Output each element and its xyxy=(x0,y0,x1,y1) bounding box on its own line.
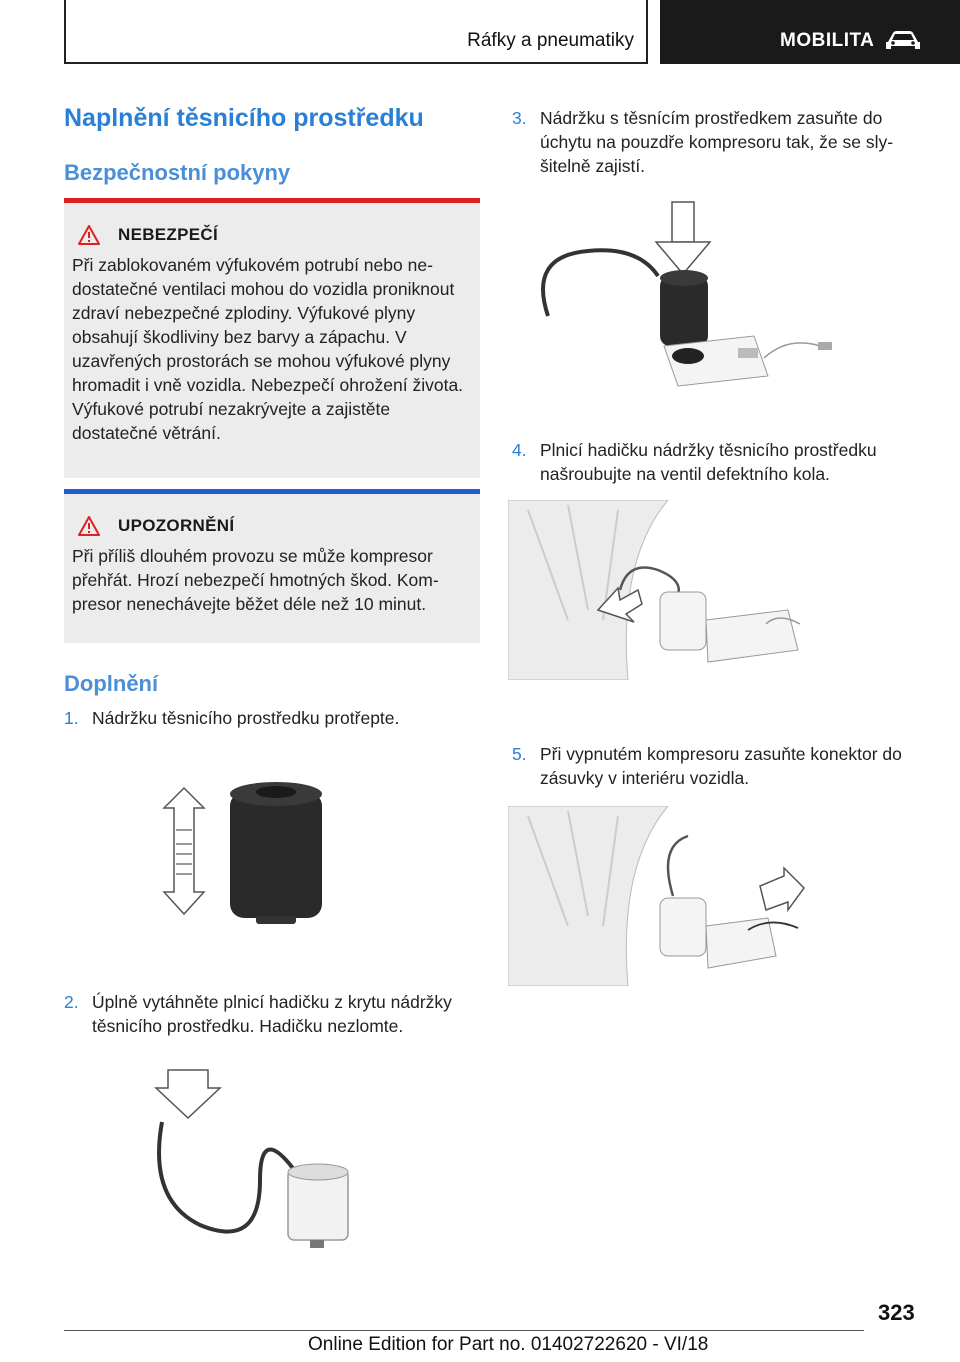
fill-heading: Doplnění xyxy=(64,671,159,696)
danger-label: NEBEZPEČÍ xyxy=(118,225,218,244)
step-number: 3. xyxy=(512,108,527,128)
step-text: Při vypnutém kompresoru zasuňte konektor do zásuvky v interiéru vozidla. xyxy=(540,744,902,788)
notice-text: Při příliš dlouhém provozu se může kompresor přehřát. Hrozí nebezpečí hmotných škod. Kompresor nenechávejte běžet déle než 10 minut. xyxy=(72,546,439,614)
step-text: Úplně vytáhněte plnicí hadičku z krytu nádržky těsnicího prostředku. Hadičku nezlomte. xyxy=(92,992,452,1036)
step-4 xyxy=(512,438,928,486)
step-text: Nádržku těsnicího prostředku protřepte. xyxy=(92,708,400,728)
step-2 xyxy=(64,990,480,1038)
connect-valve-illustration xyxy=(508,500,808,680)
plug-in-illustration xyxy=(508,806,808,986)
hose-illustration xyxy=(150,1060,370,1260)
warning-triangle-icon xyxy=(78,516,100,536)
step-number: 2. xyxy=(64,992,79,1012)
danger-box xyxy=(64,198,480,478)
footer-rule xyxy=(64,1330,864,1331)
header-section-title: Ráfky a pneumatiky xyxy=(467,30,634,51)
header-chapter-tab xyxy=(660,0,960,64)
page-title: Naplnění těsnicího prostředku xyxy=(64,104,424,132)
notice-title xyxy=(78,516,472,536)
header-chapter-title: MOBILITA xyxy=(780,30,875,51)
insert-bottle-illustration xyxy=(528,196,848,416)
shake-bottle-illustration xyxy=(160,770,340,930)
step-text: Plnicí hadičku nádržky těsnicího prostředku našroubujte na ventil defektního kola. xyxy=(540,440,877,484)
notice-label: UPOZORNĚNÍ xyxy=(118,516,235,535)
warning-triangle-icon xyxy=(78,225,100,245)
step-1 xyxy=(64,706,480,730)
header-section-tab xyxy=(64,0,648,64)
step-text: Nádržku s těsnícím prostředkem zasuňte do úchytu na pouzdře kompresoru tak, že se slyšitelně zajistí. xyxy=(540,108,894,176)
page-number: 323 xyxy=(878,1300,915,1325)
step-number: 5. xyxy=(512,744,527,764)
step-number: 4. xyxy=(512,440,527,460)
step-number: 1. xyxy=(64,708,79,728)
danger-text: Při zablokovaném výfukovém potrubí nebo nedostatečné ventilaci mohou do vozidla proniknout zdraví nebezpečné zplodiny. Výfukové plyny obsahují škodliviny bez barvy a zápachu. V uzavřených prostorách se mohou výfukové plyny hromadit i vně vozidla. Nebezpečí ohrožení života. Výfukové potrubí nezakrývejte a zajistěte dostatečné větrání. xyxy=(72,255,464,443)
safety-heading: Bezpečnostní pokyny xyxy=(64,160,291,185)
notice-box xyxy=(64,489,480,643)
step-5 xyxy=(512,742,928,790)
danger-title xyxy=(78,225,472,245)
car-icon xyxy=(884,30,922,52)
step-3 xyxy=(512,106,928,178)
footer-edition: Online Edition for Part no. 01402722620 - VI/18 xyxy=(308,1334,709,1355)
